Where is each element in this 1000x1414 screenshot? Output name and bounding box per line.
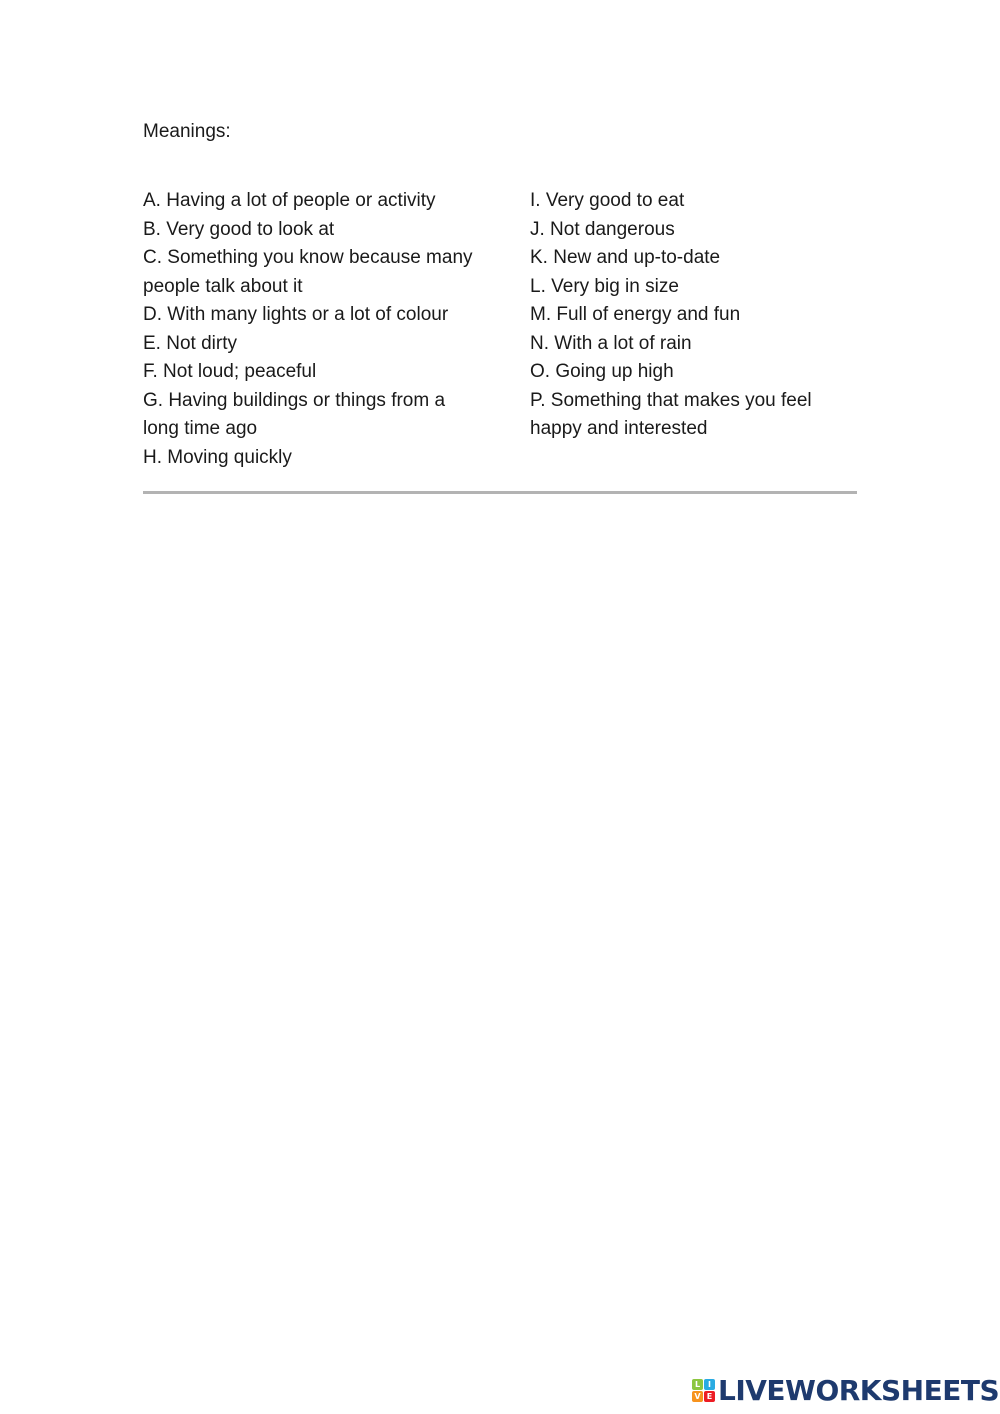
meanings-list-left — [143, 187, 473, 472]
meaning-item-g: G. Having buildings or things from a long time ago — [143, 389, 446, 439]
meaning-item-k: K. New and up-to-date — [530, 247, 721, 268]
meaning-item-c: C. Something you know because many people talk about it — [143, 247, 473, 297]
meaning-item-f: F. Not loud; peaceful — [143, 361, 317, 382]
meaning-item-p: P. Something that makes you feel happy and interested — [530, 389, 812, 439]
meaning-item-i: I. Very good to eat — [530, 190, 685, 211]
liveworksheets-logo[interactable] — [692, 1374, 999, 1406]
meaning-item-j: J. Not dangerous — [530, 218, 675, 240]
liveworksheets-wordmark: LIVEWORKSHEETS — [718, 1373, 1000, 1407]
meaning-item-o: O. Going up high — [530, 361, 674, 382]
meaning-item-n: N. With a lot of rain — [530, 332, 692, 354]
meaning-item-b: B. Very good to look at — [143, 218, 335, 240]
liveworksheets-logo-icon — [692, 1379, 715, 1402]
page-heading: Meanings: — [143, 121, 231, 142]
meaning-item-h: H. Moving quickly — [143, 446, 292, 468]
meaning-item-m: M. Full of energy and fun — [530, 304, 741, 325]
meaning-item-d: D. With many lights or a lot of colour — [143, 304, 449, 325]
logo-tile-i: I — [704, 1379, 715, 1390]
logo-tile-l: L — [692, 1379, 703, 1390]
meaning-item-a: A. Having a lot of people or activity — [143, 190, 436, 211]
meaning-item-e: E. Not dirty — [143, 332, 237, 354]
section-divider — [143, 491, 857, 494]
logo-tile-v: V — [692, 1391, 703, 1402]
logo-tile-e: E — [704, 1391, 715, 1402]
meaning-item-l: L. Very big in size — [530, 275, 679, 297]
meanings-list-right — [530, 187, 830, 444]
